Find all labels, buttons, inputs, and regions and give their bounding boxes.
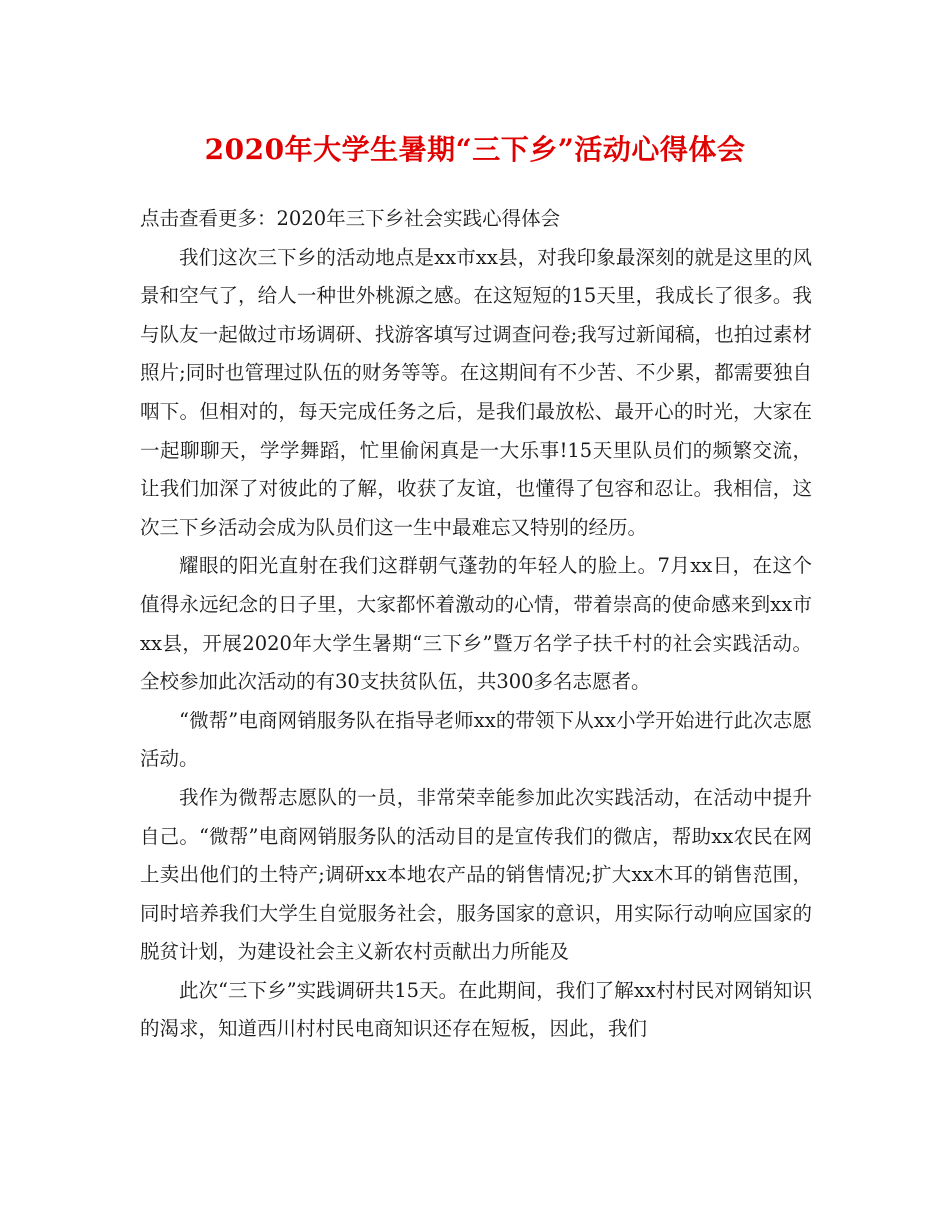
paragraph: “微帮”电商网销服务队在指导老师xx的带领下从xx小学开始进行此次志愿活动。	[140, 708, 812, 771]
document-body	[140, 200, 812, 1049]
paragraph: 耀眼的阳光直射在我们这群朝气蓬勃的年轻人的脸上。7月xx日，在这个值得永远纪念的日子里，大家都怀着激动的心情，带着崇高的使命感来到xx市xx县，开展2020年大学生暑期“三下乡”暨万名学子扶千村的社会实践活动。全校参加此次活动的有30支扶贫队伍，共300多名志愿者。	[140, 554, 812, 694]
paragraph: 我作为微帮志愿队的一员，非常荣幸能参加此次实践活动，在活动中提升自己。“微帮”电商网销服务队的活动目的是宣传我们的微店，帮助xx农民在网上卖出他们的土特产;调研xx本地农产品的销售情况;扩大xx木耳的销售范围，同时培养我们大学生自觉服务社会，服务国家的意识，用实际行动响应国家的脱贫计划，为建设社会主义新农村贡献出力所能及	[140, 785, 812, 964]
paragraph: 我们这次三下乡的活动地点是xx市xx县，对我印象最深刻的就是这里的风景和空气了，给人一种世外桃源之感。在这短短的15天里，我成长了很多。我与队友一起做过市场调研、找游客填写过调查问卷;我写过新闻稿，也拍过素材照片;同时也管理过队伍的财务等等。在这期间有不少苦、不少累，都需要独自咽下。但相对的，每天完成任务之后，是我们最放松、最开心的时光，大家在一起聊聊天，学学舞蹈，忙里偷闲真是一大乐事!15天里队员们的频繁交流，让我们加深了对彼此的了解，收获了友谊，也懂得了包容和忍让。我相信，这次三下乡活动会成为队员们这一生中最难忘又特别的经历。	[140, 245, 812, 539]
document-title: 2020年大学生暑期“三下乡”活动心得体会	[204, 133, 746, 166]
related-link-line: 点击查看更多：2020年三下乡社会实践心得体会	[140, 207, 561, 230]
paragraph: 此次“三下乡”实践调研共15天。在此期间，我们了解xx村村民对网销知识的渴求，知道西川村村民电商知识还存在短板，因此，我们	[140, 978, 812, 1041]
